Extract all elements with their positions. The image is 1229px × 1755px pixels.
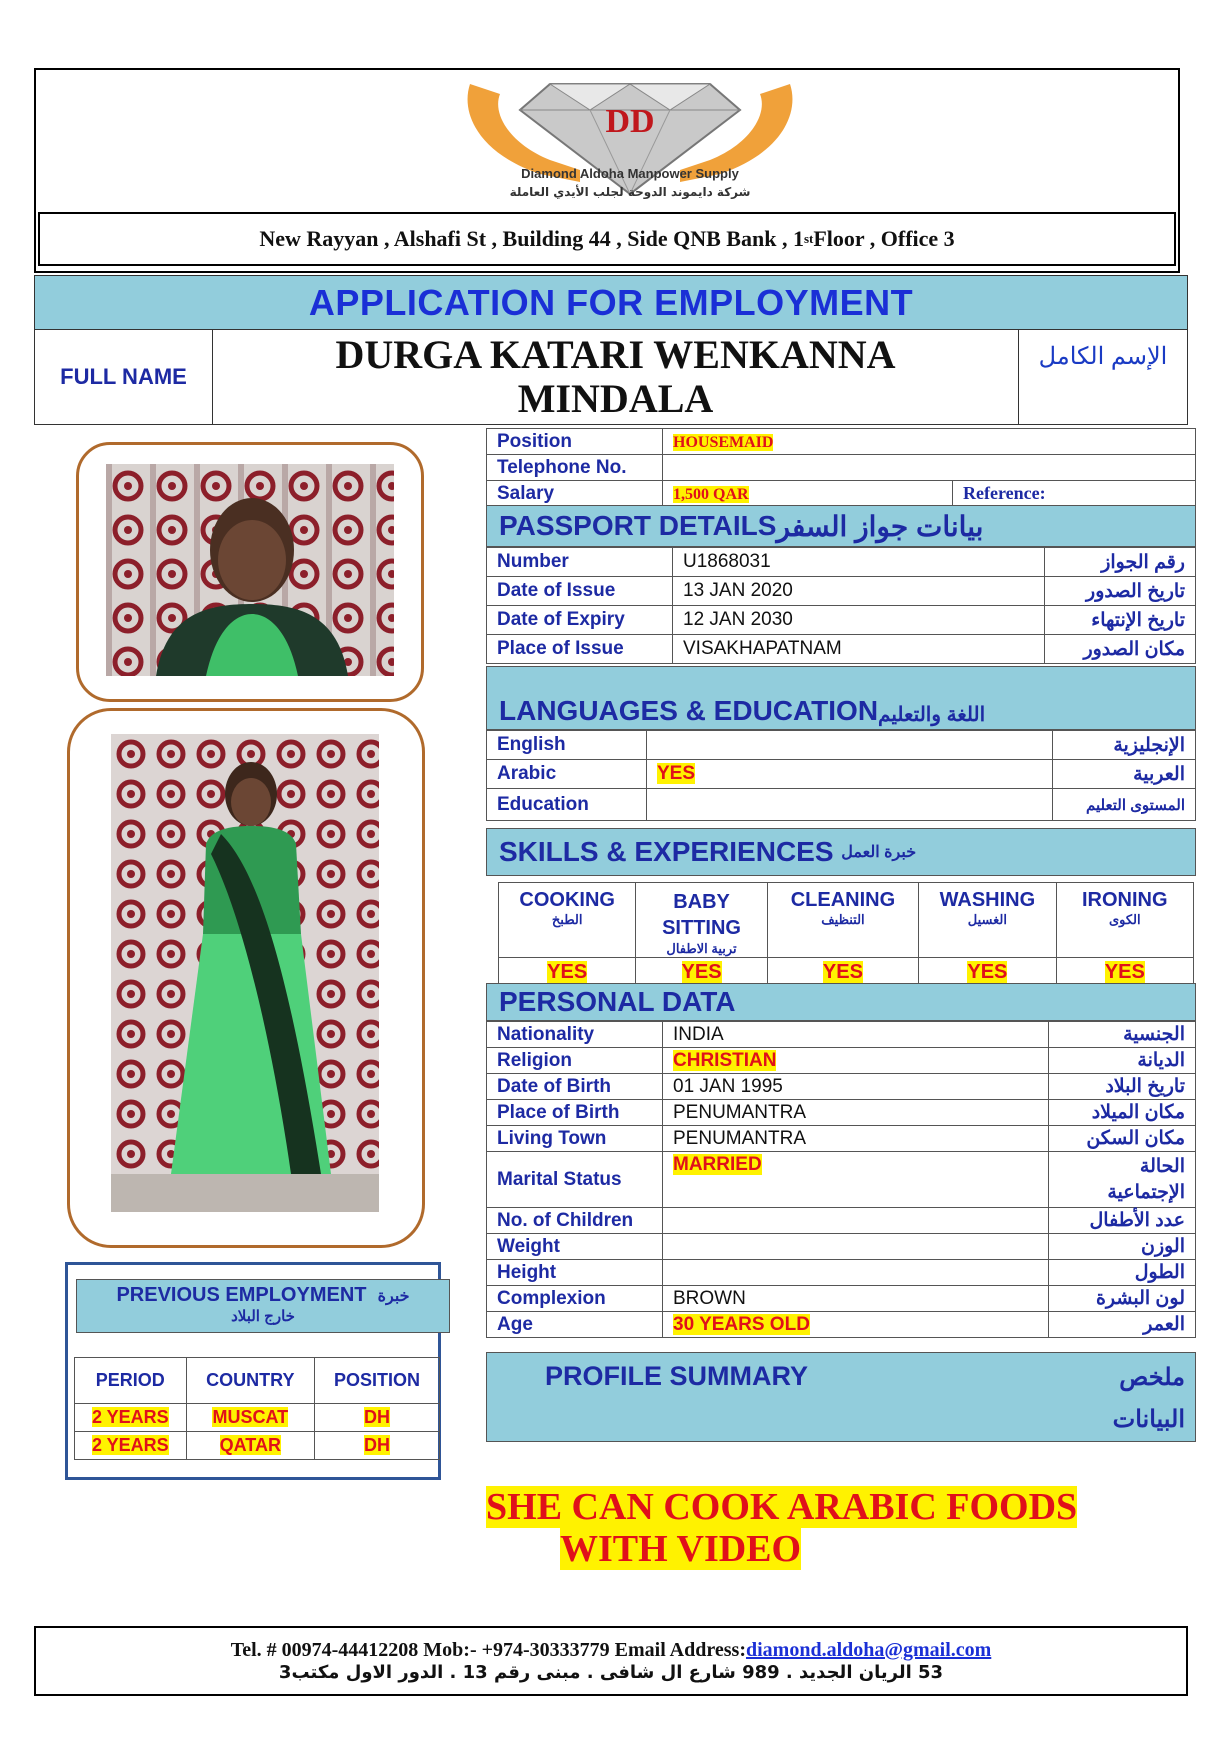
full-body-photo [111, 734, 379, 1212]
age-label: Age [487, 1312, 663, 1338]
previous-employment-heading [76, 1279, 450, 1333]
company-logo [430, 74, 830, 208]
complexion-value: BROWN [663, 1286, 1049, 1312]
english-value [647, 731, 1053, 760]
language-row [487, 789, 1196, 821]
previous-employment-header-row [75, 1358, 440, 1404]
languages-heading-en: LANGUAGES & EDUCATION [499, 695, 879, 726]
language-row [487, 760, 1196, 789]
pob-value: PENUMANTRA [663, 1100, 1049, 1126]
footer-contact [34, 1626, 1188, 1696]
position-value: DH [363, 1407, 390, 1427]
personal-row [487, 1286, 1196, 1312]
education-label-ar: المستوى التعليم [1053, 789, 1196, 821]
previous-employment-row [75, 1404, 440, 1432]
passport-issue-label-ar: تاريخ الصدور [1045, 577, 1196, 606]
skill-baby-sitting [636, 883, 767, 958]
passport-place-label: Place of Issue [487, 635, 673, 664]
pob-label-ar: مكان الميلاد [1049, 1100, 1196, 1126]
skill-washing [919, 883, 1056, 958]
skill-washing-value: YES [967, 961, 1008, 983]
skill-cooking-name: COOKING [519, 889, 615, 911]
passport-number-value: U1868031 [673, 548, 1045, 577]
passport-table [486, 547, 1196, 664]
height-label: Height [487, 1260, 663, 1286]
logo-letters: DD [605, 103, 655, 140]
personal-row [487, 1312, 1196, 1338]
skill-cleaning-name: CLEANING [790, 889, 896, 911]
weight-label-ar: الوزن [1049, 1234, 1196, 1260]
passport-heading [486, 505, 1196, 547]
diamond-hands-logo-icon [430, 74, 830, 208]
email-link[interactable]: diamond.aldoha@gmail.com [745, 1639, 992, 1661]
religion-label-ar: الديانة [1049, 1048, 1196, 1074]
skills-heading-ar: خبرة العمل [841, 844, 917, 861]
skill-ironing [1056, 883, 1193, 958]
passport-number-label-ar: رقم الجواز [1045, 548, 1196, 577]
personal-row [487, 1260, 1196, 1286]
skill-baby-sitting-value: YES [681, 961, 722, 983]
english-label: English [487, 731, 647, 760]
country-value: QATAR [219, 1435, 281, 1455]
note-line-2: WITH VIDEO [560, 1528, 802, 1570]
previous-employment-row [75, 1432, 440, 1460]
note-line-1: SHE CAN COOK ARABIC FOODS [486, 1486, 1078, 1528]
passport-row [487, 548, 1196, 577]
living-town-label: Living Town [487, 1126, 663, 1152]
full-name-label: FULL NAME [35, 330, 213, 424]
skill-ironing-value: YES [1104, 961, 1145, 983]
profile-summary-box [486, 1352, 1196, 1442]
skill-baby-sitting-name: BABY SITTING [662, 891, 741, 939]
period-value: 2 YEARS [91, 1407, 169, 1427]
skills-names-row [499, 883, 1194, 958]
passport-row [487, 635, 1196, 664]
personal-row [487, 1208, 1196, 1234]
full-name-row [34, 329, 1188, 425]
logo-name-en: Diamond Aldoha Manpower Supply [521, 166, 739, 181]
nationality-value: INDIA [663, 1022, 1049, 1048]
personal-row [487, 1074, 1196, 1100]
dob-value: 01 JAN 1995 [663, 1074, 1049, 1100]
skills-table [498, 882, 1194, 988]
passport-heading-en: PASSPORT DETAILS [499, 510, 777, 541]
marital-value: MARRIED [673, 1154, 762, 1175]
skill-cooking [499, 883, 636, 958]
personal-row [487, 1100, 1196, 1126]
personal-row [487, 1234, 1196, 1260]
previous-employment-box [65, 1262, 441, 1480]
telephone-row [487, 455, 1196, 481]
position-label: Position [487, 429, 663, 455]
address-main: New Rayyan , Alshafi St , Building 44 , Side QNB Bank , 1 [259, 226, 804, 251]
arabic-label: Arabic [487, 760, 647, 789]
salary-label: Salary [487, 481, 663, 507]
salary-row [487, 481, 1196, 507]
salary-value: 1,500 QAR [673, 485, 749, 503]
previous-employment-heading-ar-1: خبرة [377, 1288, 410, 1305]
address-end: Floor , Office 3 [813, 226, 955, 251]
height-value [663, 1260, 1049, 1286]
marital-label: Marital Status [487, 1152, 663, 1208]
personal-row [487, 1126, 1196, 1152]
nationality-label-ar: الجنسية [1049, 1022, 1196, 1048]
weight-label: Weight [487, 1234, 663, 1260]
age-value: 30 YEARS OLD [673, 1313, 810, 1335]
previous-employment-heading-ar-2: خارج البلاد [231, 1308, 295, 1325]
education-value [647, 789, 1053, 821]
languages-table [486, 730, 1196, 821]
language-row [487, 731, 1196, 760]
passport-row [487, 577, 1196, 606]
marital-label-ar: الحالة الإجتماعية [1049, 1152, 1196, 1208]
skill-washing-ar: الغسيل [967, 912, 1007, 927]
period-value: 2 YEARS [91, 1435, 169, 1455]
passport-number-label: Number [487, 548, 673, 577]
languages-heading [486, 666, 1196, 730]
skill-washing-name: WASHING [939, 889, 1036, 911]
previous-employment-heading-en: PREVIOUS EMPLOYMENT [116, 1284, 367, 1306]
children-label-ar: عدد الأطفال [1049, 1208, 1196, 1234]
profile-summary-ar-1: ملخص [1119, 1364, 1185, 1391]
skill-ironing-name: IRONING [1082, 889, 1168, 911]
profile-summary-heading: PROFILE SUMMARY [545, 1361, 808, 1391]
address-sup: st [803, 231, 814, 246]
arabic-value: YES [657, 763, 696, 784]
page-title: APPLICATION FOR EMPLOYMENT [34, 275, 1188, 330]
personal-heading: PERSONAL DATA [486, 983, 1196, 1021]
reference-label: Reference: [953, 481, 1196, 507]
skill-cleaning-value: YES [822, 961, 863, 983]
nationality-label: Nationality [487, 1022, 663, 1048]
passport-expiry-value: 12 JAN 2030 [673, 606, 1045, 635]
skill-ironing-ar: الكوى [1108, 912, 1141, 927]
passport-heading-ar: بيانات جواز السفر [776, 510, 984, 542]
full-name-value: DURGA KATARI WENKANNA MINDALA [213, 330, 1019, 424]
height-label-ar: الطول [1049, 1260, 1196, 1286]
religion-value: CHRISTIAN [673, 1049, 777, 1071]
passport-issue-label: Date of Issue [487, 577, 673, 606]
footer-contact-text: Tel. # 00974-44412208 Mob:- +974-30333779 Email Address: [230, 1639, 746, 1661]
position-row [487, 429, 1196, 455]
living-town-value: PENUMANTRA [663, 1126, 1049, 1152]
passport-issue-value: 13 JAN 2020 [673, 577, 1045, 606]
religion-label: Religion [487, 1048, 663, 1074]
children-label: No. of Children [487, 1208, 663, 1234]
personal-row [487, 1048, 1196, 1074]
skill-cooking-value: YES [547, 961, 588, 983]
passport-place-label-ar: مكان الصدور [1045, 635, 1196, 664]
education-label: Education [487, 789, 647, 821]
arabic-label-ar: العربية [1053, 760, 1196, 789]
english-label-ar: الإنجليزية [1053, 731, 1196, 760]
dob-label: Date of Birth [487, 1074, 663, 1100]
profile-summary-ar-2: البيانات [1112, 1406, 1185, 1433]
passport-row [487, 606, 1196, 635]
company-address [38, 212, 1176, 266]
col-position: POSITION [314, 1358, 439, 1404]
personal-table [486, 1021, 1196, 1338]
living-town-label-ar: مكان السكن [1049, 1126, 1196, 1152]
col-period: PERIOD [75, 1358, 187, 1404]
skill-baby-sitting-ar: تربية الاطفال [666, 941, 737, 956]
children-value [663, 1208, 1049, 1234]
position-value: HOUSEMAID [673, 433, 774, 451]
languages-heading-ar: اللغة والتعليم [878, 704, 986, 726]
previous-employment-table [74, 1357, 440, 1460]
pob-label: Place of Birth [487, 1100, 663, 1126]
skill-cleaning [767, 883, 919, 958]
age-label-ar: العمر [1049, 1312, 1196, 1338]
col-country: COUNTRY [186, 1358, 314, 1404]
personal-row [487, 1152, 1196, 1208]
headshot-photo [106, 464, 394, 676]
footer-address-ar: 53 الريان الجديد . 989 شارع ال شافى . مبنى رقم 13 . الدور الاول مكتب3 [278, 1662, 944, 1683]
skills-heading-en: SKILLS & EXPERIENCES [499, 836, 834, 867]
country-value: MUSCAT [212, 1407, 289, 1427]
logo-name-ar: شركة دايموند الدوحة لجلب الأيدي العاملة [509, 185, 751, 199]
skills-heading [486, 828, 1196, 876]
position-value: DH [363, 1435, 390, 1455]
complexion-label: Complexion [487, 1286, 663, 1312]
full-name-label-ar: الإسم الكامل [1038, 343, 1168, 370]
passport-expiry-label-ar: تاريخ الإنتهاء [1045, 606, 1196, 635]
cooking-note [486, 1486, 1077, 1570]
skill-cleaning-ar: التنظيف [821, 912, 865, 927]
skill-cooking-ar: الطبخ [551, 912, 583, 927]
passport-place-value: VISAKHAPATNAM [673, 635, 1045, 664]
telephone-value [663, 455, 1196, 481]
passport-expiry-label: Date of Expiry [487, 606, 673, 635]
telephone-label: Telephone No. [487, 455, 663, 481]
dob-label-ar: تاريخ البلاد [1049, 1074, 1196, 1100]
personal-row [487, 1022, 1196, 1048]
weight-value [663, 1234, 1049, 1260]
complexion-label-ar: لون البشرة [1049, 1286, 1196, 1312]
top-fields-table [486, 428, 1196, 507]
